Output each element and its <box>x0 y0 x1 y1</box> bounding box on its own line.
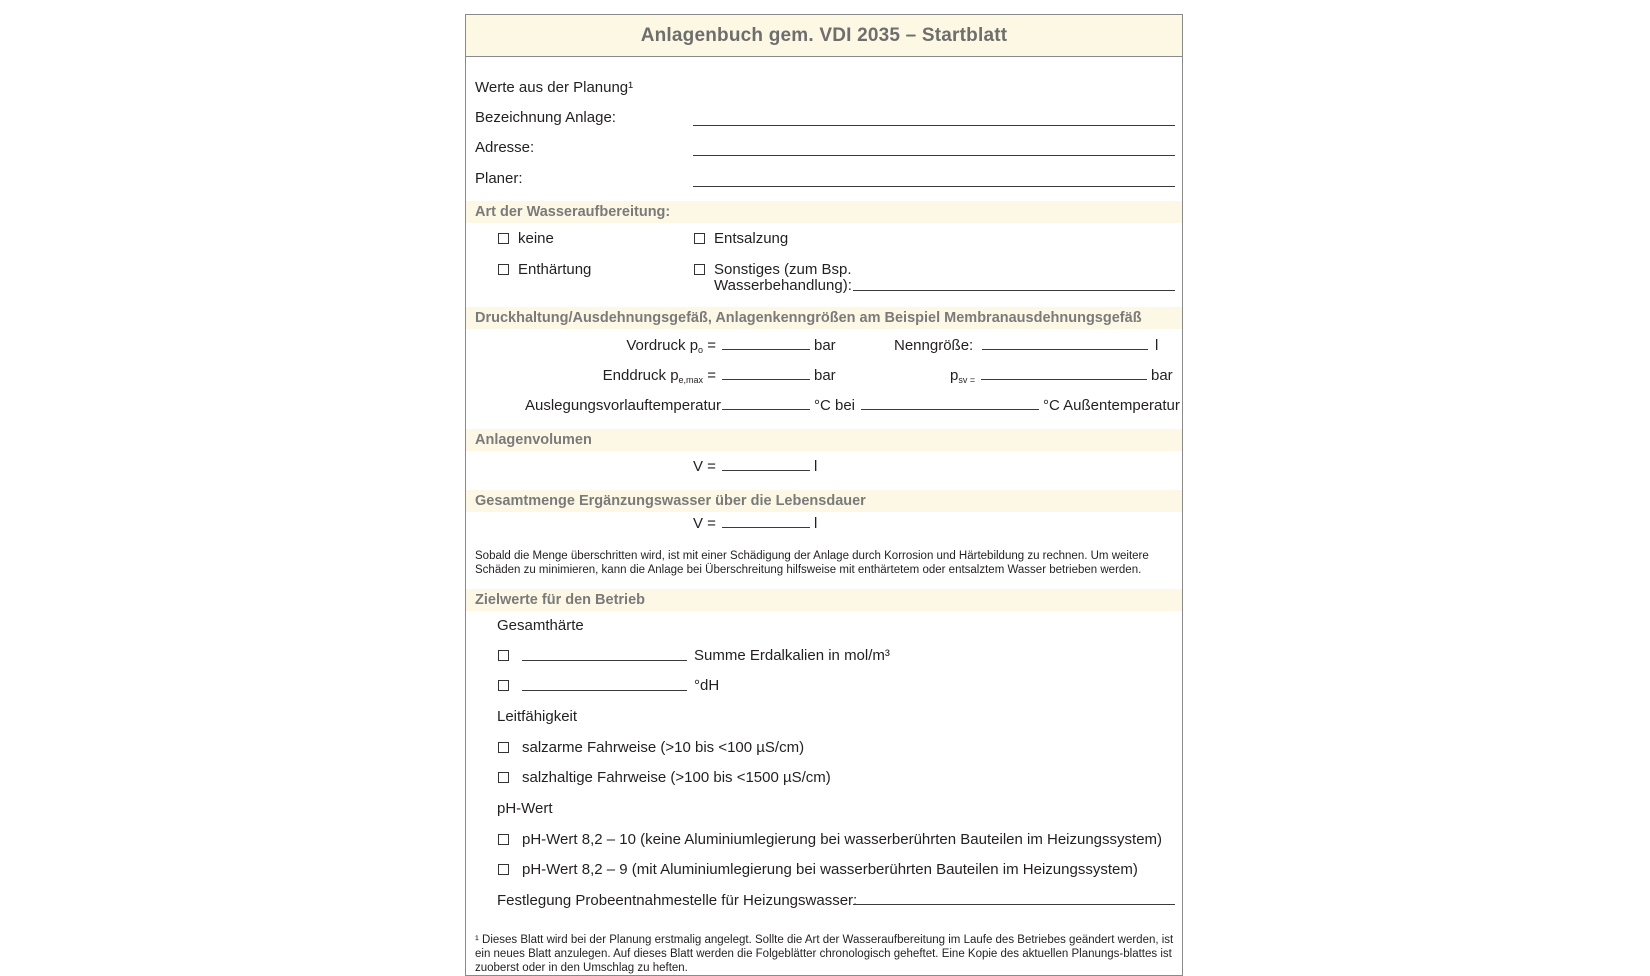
address-field[interactable] <box>693 155 1175 156</box>
nominal-size-unit: l <box>1155 337 1159 354</box>
other-treatment-field[interactable] <box>853 290 1175 291</box>
final-pressure-label: Enddruck $p_{e,max}$ = <box>602 367 716 385</box>
targets-heading: Zielwerte für den Betrieb <box>466 589 1182 611</box>
pressure-heading: Druckhaltung/Ausdehnungsgefäß, Anlagenkenngrößen am Beispiel Membranausdehnungsgefäß <box>466 307 1182 329</box>
hardness-dh-field[interactable] <box>522 690 687 691</box>
system-name-label: Bezeichnung Anlage: <box>475 109 616 126</box>
outside-temp-field[interactable] <box>861 409 1039 410</box>
checkbox-high-salt[interactable] <box>498 772 509 783</box>
volume-field[interactable] <box>722 470 810 471</box>
hardness-dh-label: °dH <box>694 677 720 694</box>
checkbox-none[interactable] <box>498 233 509 244</box>
volume-heading: Anlagenvolumen <box>466 429 1182 451</box>
planner-label: Planer: <box>475 170 523 187</box>
pre-pressure-unit: bar <box>814 337 836 354</box>
final-pressure-field[interactable] <box>722 379 810 380</box>
footnote: ¹ Dieses Blatt wird bei der Planung erstmalig angelegt. Sollte die Art der Wasseraufbereitung im Laufe des Betriebes geändert werden, ist ein neues Blatt anzulegen. Auf dieses Blatt werden die Folgeblätter chronologisch geheftet. Eine Kopie des aktuellen Planungs-blattes ist zuoberst oder in den Umschlag zu heften. <box>475 934 1174 974</box>
conductivity-label: Leitfähigkeit <box>497 708 578 725</box>
low-salt-label: salzarme Fahrweise (>10 bis <100 µS/cm) <box>522 739 805 756</box>
checkbox-desalting[interactable] <box>694 233 705 244</box>
design-temp-at-label: °C bei <box>814 397 856 414</box>
planner-field[interactable] <box>693 186 1175 187</box>
checkbox-hardness-dh[interactable] <box>498 680 509 691</box>
final-pressure-unit: bar <box>814 367 836 384</box>
form-sheet <box>465 14 1183 976</box>
checkbox-ph-9[interactable] <box>498 864 509 875</box>
makeup-note: Sobald die Menge überschritten wird, ist mit einer Schädigung der Anlage durch Korrosion und Härtebildung zu rechnen. Um weitere Schäden zu minimieren, kann die Anlage bei Überschreitung hilfsweise mit enthärtetem oder entsalztem Wasser betrieben werden. <box>475 550 1149 576</box>
sampling-field[interactable] <box>853 904 1175 905</box>
nominal-size-field[interactable] <box>982 349 1148 350</box>
makeup-heading: Gesamtmenge Ergänzungswasser über die Lebensdauer <box>466 490 1182 512</box>
ph-label: pH-Wert <box>497 800 553 817</box>
checkbox-softening[interactable] <box>498 264 509 275</box>
psv-field[interactable] <box>981 379 1147 380</box>
outside-temp-label: °C Außentemperatur <box>1043 397 1180 414</box>
option-other-label-1: Sonstiges (zum Bsp. <box>714 261 852 278</box>
pre-pressure-field[interactable] <box>722 349 810 350</box>
form-title: Anlagenbuch gem. VDI 2035 – Startblatt <box>466 15 1182 57</box>
option-none-label: keine <box>518 230 554 247</box>
ph-10-label: pH-Wert 8,2 – 10 (keine Aluminiumlegierung bei wasserberührten Bauteilen im Heizungssystem) <box>522 831 1163 848</box>
checkbox-low-salt[interactable] <box>498 742 509 753</box>
design-temp-field[interactable] <box>722 409 810 410</box>
makeup-unit: l <box>814 515 818 532</box>
psv-unit: bar <box>1151 367 1173 384</box>
checkbox-hardness-molm3[interactable] <box>498 650 509 661</box>
makeup-v-label: V = <box>693 515 716 532</box>
hardness-molm3-label: Summe Erdalkalien in mol/m³ <box>694 647 890 664</box>
option-other-label-2: Wasserbehandlung): <box>714 277 852 294</box>
sampling-label: Festlegung Probeentnahmestelle für Heizungswasser: <box>497 892 858 909</box>
volume-v-label: V = <box>693 458 716 475</box>
pre-pressure-label: Vordruck $p_o$ = <box>626 337 716 355</box>
option-softening-label: Enthärtung <box>518 261 592 278</box>
checkbox-other[interactable] <box>694 264 705 275</box>
address-label: Adresse: <box>475 139 535 156</box>
planning-heading: Werte aus der Planung¹ <box>475 79 634 96</box>
hardness-molm3-field[interactable] <box>522 660 687 661</box>
high-salt-label: salzhaltige Fahrweise (>100 bis <1500 µS/cm) <box>522 769 831 786</box>
ph-9-label: pH-Wert 8,2 – 9 (mit Aluminiumlegierung bei wasserberührten Bauteilen im Heizungssystem) <box>522 861 1138 878</box>
checkbox-ph-10[interactable] <box>498 834 509 845</box>
psv-label: $p_{sv =}$ <box>950 367 976 385</box>
nominal-size-label: Nenngröße: <box>894 337 974 354</box>
design-temp-label: Auslegungsvorlauftemperatur <box>525 397 721 414</box>
water-treatment-heading: Art der Wasseraufbereitung: <box>466 201 1182 223</box>
hardness-label: Gesamthärte <box>497 617 584 634</box>
makeup-field[interactable] <box>722 527 810 528</box>
system-name-field[interactable] <box>693 125 1175 126</box>
volume-unit: l <box>814 458 818 475</box>
option-desalting-label: Entsalzung <box>714 230 789 247</box>
